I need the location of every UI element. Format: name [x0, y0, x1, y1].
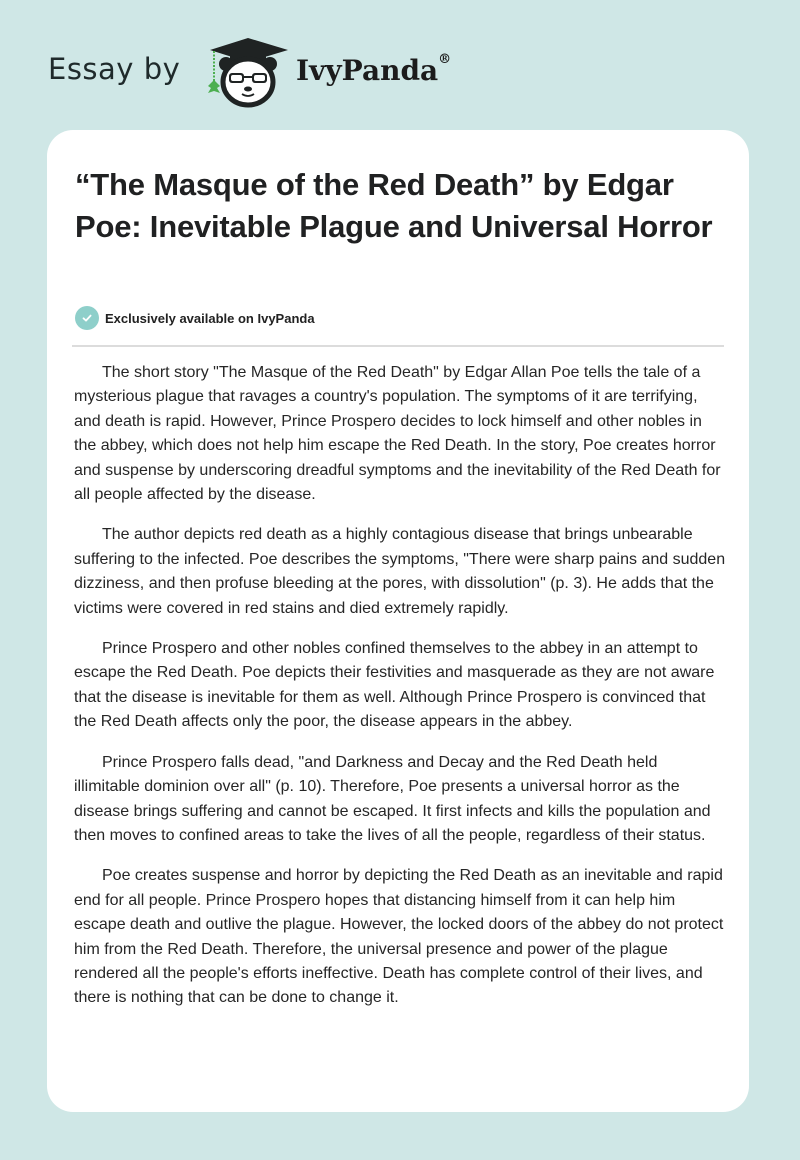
brand-name[interactable] [296, 54, 451, 87]
essay-title: “The Masque of the Red Death” by Edgar Poe: Inevitable Plague and Universal Horror [75, 167, 713, 244]
registered-mark: ® [438, 52, 452, 67]
essay-body [74, 361, 726, 1027]
exclusive-badge [75, 306, 315, 330]
brand-text: IvyPanda [296, 54, 439, 87]
paragraph: Prince Prospero falls dead, "and Darkness and Decay and the Red Death held illimitable dominion over all" (p. 10). Therefore, Poe presents a universal horror as the disease brings suffering and cannot be escaped. It first infects and kills the population and then moves to confined areas to take the lives of all the people, regardless of their status. [74, 753, 711, 844]
panda-graduation-cap-icon[interactable] [202, 36, 292, 108]
essay-card [47, 130, 749, 1112]
paragraph: Poe creates suspense and horror by depicting the Red Death as an inevitable and rapid end for all people. Prince Prospero hopes that distancing himself from it can help him escape death and outlive the plague. However, the locked doors of the abbey do not protect him from the Red Death. Therefore, the universal presence and power of the plague rendered all the people's efforts ineffective. Death has complete control of their lives, and there is nothing that can be done to change it. [74, 867, 724, 1007]
paragraph: The author depicts red death as a highly contagious disease that brings unbearable suffering to the infected. Poe describes the symptoms, "There were sharp pains and sudden dizziness, and then profuse bleeding at the pores, with dissolution" (p. 3). He adds that the victims were covered in red stains and died extremely rapidly. [74, 526, 726, 617]
title-divider [72, 345, 724, 347]
check-circle-icon [75, 306, 99, 330]
paragraph: The short story "The Masque of the Red Death" by Edgar Allan Poe tells the tale of a mysterious plague that ravages a country's population. The symptoms of it are terrifying, and death is rapid. However, Prince Prospero decides to lock himself and other nobles in the abbey, which does not help him escape the Red Death. In the story, Poe creates horror and suspense by underscoring dreadful symptoms and the inevitability of the Red Death for all people affected by the disease. [74, 364, 721, 504]
essay-by-label: Essay by [48, 52, 181, 86]
exclusive-badge-label: Exclusively available on IvyPanda [105, 310, 315, 326]
site-header [0, 0, 800, 130]
paragraph: Prince Prospero and other nobles confined themselves to the abbey in an attempt to escape the Red Death. Poe depicts their festivities and masquerade as they are not aware that the disease is inevitable for them as well. Although Prince Prospero is convinced that the Red Death affects only the poor, the disease appears in the abbey. [74, 640, 715, 731]
